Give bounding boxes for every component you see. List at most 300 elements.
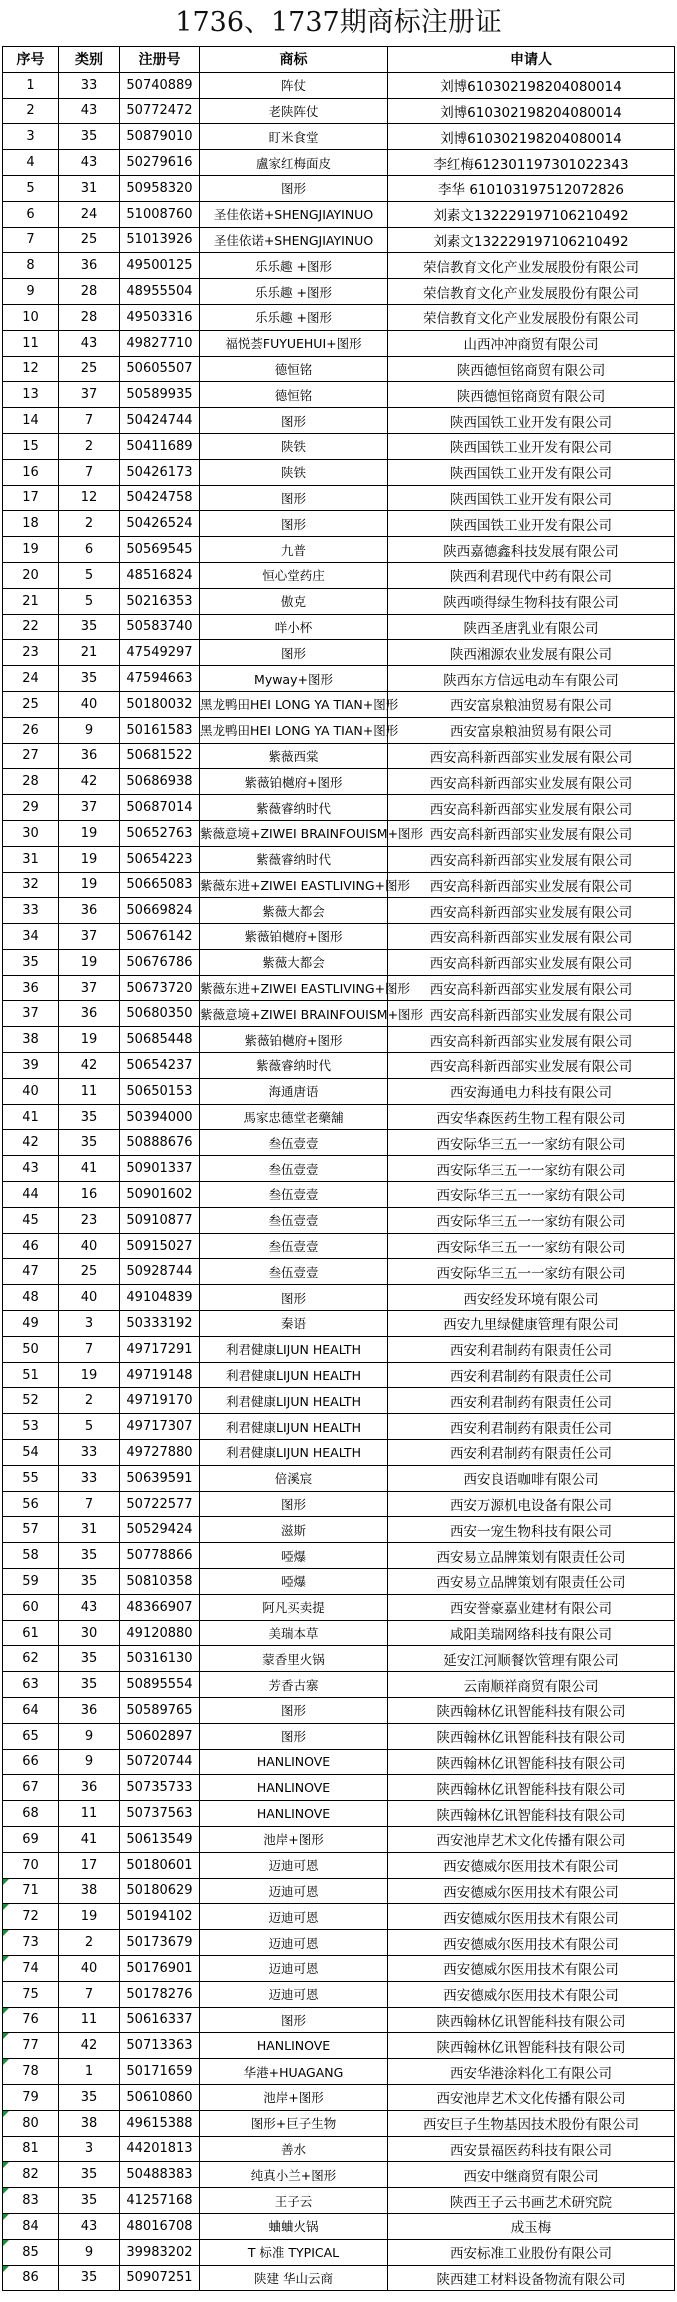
table-row — [3, 1414, 675, 1440]
cell-class: 35 — [59, 2162, 120, 2188]
cell-mark: 陕铁 — [200, 459, 388, 485]
cell-class: 43 — [59, 150, 120, 176]
cell-class: 1 — [59, 2059, 120, 2085]
cell-class: 19 — [59, 1027, 120, 1053]
cell-seq: 59 — [3, 1569, 59, 1595]
cell-reg-no: 50654237 — [120, 1053, 200, 1079]
cell-seq: 41 — [3, 1104, 59, 1130]
cell-applicant: 西安誉豪嘉业建材有限公司 — [388, 1594, 675, 1620]
cell-reg-no: 50394000 — [120, 1104, 200, 1130]
cell-reg-no: 49719170 — [120, 1388, 200, 1414]
cell-reg-no: 50171659 — [120, 2059, 200, 2085]
cell-seq: 63 — [3, 1672, 59, 1698]
cell-class: 35 — [59, 1543, 120, 1569]
cell-applicant: 西安高科新西部实业发展有限公司 — [388, 846, 675, 872]
cell-applicant: 陕西国铁工业开发有限公司 — [388, 433, 675, 459]
cell-reg-no: 50610860 — [120, 2084, 200, 2110]
table-row — [3, 1027, 675, 1053]
table-row — [3, 666, 675, 692]
header-mark: 商标 — [200, 47, 388, 73]
cell-class: 17 — [59, 1852, 120, 1878]
table-row — [3, 846, 675, 872]
cell-applicant: 西安池岸艺术文化传播有限公司 — [388, 2084, 675, 2110]
table-row — [3, 1672, 675, 1698]
cell-class: 7 — [59, 1336, 120, 1362]
cell-applicant: 陕西翰林亿讯智能科技有限公司 — [388, 1801, 675, 1827]
cell-class: 19 — [59, 949, 120, 975]
cell-applicant: 荣信教育文化产业发展股份有限公司 — [388, 279, 675, 305]
cell-mark: 图形 — [200, 1491, 388, 1517]
cell-applicant: 西安经发环境有限公司 — [388, 1285, 675, 1311]
cell-reg-no: 50411689 — [120, 433, 200, 459]
table-row — [3, 717, 675, 743]
cell-seq: 27 — [3, 743, 59, 769]
cell-seq: 11 — [3, 330, 59, 356]
table-row — [3, 1904, 675, 1930]
cell-seq: 14 — [3, 408, 59, 434]
cell-reg-no: 50895554 — [120, 1672, 200, 1698]
cell-applicant: 西安高科新西部实业发展有限公司 — [388, 1027, 675, 1053]
cell-seq: 26 — [3, 717, 59, 743]
cell-class: 37 — [59, 795, 120, 821]
cell-class: 31 — [59, 1517, 120, 1543]
cell-applicant: 刘博610302198204080014 — [388, 72, 675, 98]
cell-applicant: 咸阳美瑞网络科技有限公司 — [388, 1620, 675, 1646]
cell-mark: 图形 — [200, 2007, 388, 2033]
cell-class: 33 — [59, 1440, 120, 1466]
cell-seq: 10 — [3, 304, 59, 330]
cell-mark: 紫薇睿纳时代 — [200, 1053, 388, 1079]
cell-reg-no: 50605507 — [120, 356, 200, 382]
cell-mark: 紫薇大都会 — [200, 949, 388, 975]
cell-mark: HANLINOVE — [200, 2033, 388, 2059]
cell-class: 7 — [59, 1491, 120, 1517]
table-row — [3, 2136, 675, 2162]
cell-applicant: 陕西国铁工业开发有限公司 — [388, 511, 675, 537]
cell-applicant: 陕西嘉德鑫科技发展有限公司 — [388, 537, 675, 563]
cell-mark: 陕建 华山云商 — [200, 2265, 388, 2291]
cell-mark: 乐乐趣 +图形 — [200, 279, 388, 305]
cell-seq: 51 — [3, 1362, 59, 1388]
cell-class: 3 — [59, 2136, 120, 2162]
header-applicant: 申请人 — [388, 47, 675, 73]
cell-class: 7 — [59, 459, 120, 485]
cell-seq: 18 — [3, 511, 59, 537]
cell-applicant: 西安九里绿健康管理有限公司 — [388, 1311, 675, 1337]
table-row — [3, 1259, 675, 1285]
table-row — [3, 1001, 675, 1027]
cell-reg-no: 50810358 — [120, 1569, 200, 1595]
cell-seq: 30 — [3, 820, 59, 846]
cell-class: 36 — [59, 1698, 120, 1724]
cell-class: 35 — [59, 124, 120, 150]
cell-class: 36 — [59, 1775, 120, 1801]
cell-reg-no: 50529424 — [120, 1517, 200, 1543]
table-row — [3, 1698, 675, 1724]
cell-seq: 67 — [3, 1775, 59, 1801]
cell-mark: 陕铁 — [200, 433, 388, 459]
cell-mark: 迈迪可恩 — [200, 1955, 388, 1981]
cell-seq: 19 — [3, 537, 59, 563]
cell-mark: 图形 — [200, 511, 388, 537]
cell-reg-no: 50676142 — [120, 924, 200, 950]
cell-class: 36 — [59, 898, 120, 924]
table-row — [3, 2265, 675, 2291]
cell-applicant: 陕西翰林亿讯智能科技有限公司 — [388, 2007, 675, 2033]
cell-mark: 图形 — [200, 1285, 388, 1311]
cell-reg-no: 50685448 — [120, 1027, 200, 1053]
cell-mark: 叁伍壹壹 — [200, 1182, 388, 1208]
cell-reg-no: 50676786 — [120, 949, 200, 975]
cell-seq: 72 — [3, 1904, 59, 1930]
cell-class: 9 — [59, 1749, 120, 1775]
table-row — [3, 1930, 675, 1956]
cell-reg-no: 50669824 — [120, 898, 200, 924]
table-row — [3, 279, 675, 305]
cell-class: 19 — [59, 1362, 120, 1388]
page-title: 1736、1737期商标注册证 — [175, 7, 502, 38]
cell-applicant: 西安际华三五一一家纺有限公司 — [388, 1259, 675, 1285]
cell-mark: T 标准 TYPICAL — [200, 2239, 388, 2265]
cell-applicant: 西安标准工业股份有限公司 — [388, 2239, 675, 2265]
table-row — [3, 769, 675, 795]
cell-reg-no: 50161583 — [120, 717, 200, 743]
table-row — [3, 1053, 675, 1079]
cell-class: 19 — [59, 820, 120, 846]
cell-applicant: 陕西翰林亿讯智能科技有限公司 — [388, 1775, 675, 1801]
cell-class: 2 — [59, 1388, 120, 1414]
cell-seq: 47 — [3, 1259, 59, 1285]
table-row — [3, 459, 675, 485]
cell-mark: 迈迪可恩 — [200, 1878, 388, 1904]
cell-applicant: 荣信教育文化产业发展股份有限公司 — [388, 253, 675, 279]
cell-class: 5 — [59, 588, 120, 614]
cell-reg-no: 50686938 — [120, 769, 200, 795]
cell-mark: 利君健康LIJUN HEALTH — [200, 1388, 388, 1414]
cell-reg-no: 50720744 — [120, 1749, 200, 1775]
cell-mark: 紫薇睿纳时代 — [200, 846, 388, 872]
cell-mark: 紫薇西棠 — [200, 743, 388, 769]
cell-class: 19 — [59, 872, 120, 898]
cell-class: 19 — [59, 1904, 120, 1930]
cell-seq: 53 — [3, 1414, 59, 1440]
cell-applicant: 陕西国铁工业开发有限公司 — [388, 485, 675, 511]
cell-mark: 圣佳依诺+SHENGJIAYINUO — [200, 201, 388, 227]
cell-applicant: 陕西东方信远电动车有限公司 — [388, 666, 675, 692]
cell-reg-no: 50602897 — [120, 1723, 200, 1749]
cell-class: 40 — [59, 1285, 120, 1311]
cell-mark: 德恒铭 — [200, 382, 388, 408]
cell-seq: 57 — [3, 1517, 59, 1543]
cell-reg-no: 49719148 — [120, 1362, 200, 1388]
table-row — [3, 304, 675, 330]
cell-class: 11 — [59, 2007, 120, 2033]
cell-applicant: 西安德威尔医用技术有限公司 — [388, 1930, 675, 1956]
cell-reg-no: 50915027 — [120, 1233, 200, 1259]
cell-class: 43 — [59, 1594, 120, 1620]
cell-mark: 利君健康LIJUN HEALTH — [200, 1362, 388, 1388]
cell-class: 9 — [59, 2239, 120, 2265]
cell-mark: 图形 — [200, 640, 388, 666]
cell-seq: 69 — [3, 1826, 59, 1852]
cell-mark: 紫薇东进+ZIWEI EASTLIVING+图形 — [200, 872, 388, 898]
table-row — [3, 1465, 675, 1491]
cell-reg-no: 50616337 — [120, 2007, 200, 2033]
cell-reg-no: 50778866 — [120, 1543, 200, 1569]
cell-reg-no: 47594663 — [120, 666, 200, 692]
cell-applicant: 西安富泉粮油贸易有限公司 — [388, 691, 675, 717]
cell-reg-no: 50589765 — [120, 1698, 200, 1724]
cell-applicant: 陕西国铁工业开发有限公司 — [388, 408, 675, 434]
cell-applicant: 陕西翰林亿讯智能科技有限公司 — [388, 1723, 675, 1749]
cell-seq: 32 — [3, 872, 59, 898]
cell-seq: 61 — [3, 1620, 59, 1646]
cell-class: 40 — [59, 1233, 120, 1259]
cell-reg-no: 50178276 — [120, 1981, 200, 2007]
cell-reg-no: 50665083 — [120, 872, 200, 898]
cell-applicant: 西安际华三五一一家纺有限公司 — [388, 1233, 675, 1259]
table-row — [3, 175, 675, 201]
cell-seq: 9 — [3, 279, 59, 305]
cell-class: 35 — [59, 1672, 120, 1698]
cell-mark: 福悦荟FUYUEHUI+图形 — [200, 330, 388, 356]
table-row — [3, 1156, 675, 1182]
cell-seq: 56 — [3, 1491, 59, 1517]
table-row — [3, 1285, 675, 1311]
cell-mark: 啞爆 — [200, 1543, 388, 1569]
cell-applicant: 荣信教育文化产业发展股份有限公司 — [388, 304, 675, 330]
cell-applicant: 西安富泉粮油贸易有限公司 — [388, 717, 675, 743]
cell-applicant: 西安利君制药有限责任公司 — [388, 1388, 675, 1414]
cell-mark: 图形 — [200, 1698, 388, 1724]
cell-mark: 池岸+图形 — [200, 2084, 388, 2110]
cell-applicant: 西安万源机电设备有限公司 — [388, 1491, 675, 1517]
cell-seq: 38 — [3, 1027, 59, 1053]
cell-reg-no: 50216353 — [120, 588, 200, 614]
cell-applicant: 西安一宠生物科技有限公司 — [388, 1517, 675, 1543]
cell-class: 38 — [59, 2110, 120, 2136]
cell-seq: 66 — [3, 1749, 59, 1775]
cell-class: 5 — [59, 1414, 120, 1440]
cell-reg-no: 50681522 — [120, 743, 200, 769]
cell-seq: 15 — [3, 433, 59, 459]
table-row — [3, 1491, 675, 1517]
cell-applicant: 西安高科新西部实业发展有限公司 — [388, 1001, 675, 1027]
cell-reg-no: 49120880 — [120, 1620, 200, 1646]
cell-reg-no: 48516824 — [120, 562, 200, 588]
cell-mark: 紫薇意境+ZIWEI BRAINFOUISM+图形 — [200, 820, 388, 846]
cell-applicant: 西安海通电力科技有限公司 — [388, 1078, 675, 1104]
cell-reg-no: 50583740 — [120, 614, 200, 640]
cell-mark: 紫薇铂樾府+图形 — [200, 924, 388, 950]
cell-applicant: 西安际华三五一一家纺有限公司 — [388, 1207, 675, 1233]
table-row — [3, 2162, 675, 2188]
cell-seq: 1 — [3, 72, 59, 98]
cell-class: 25 — [59, 1259, 120, 1285]
cell-seq: 71 — [3, 1878, 59, 1904]
cell-mark: 蒙香里火锅 — [200, 1646, 388, 1672]
cell-mark: 滋斯 — [200, 1517, 388, 1543]
cell-mark: 德恒铭 — [200, 356, 388, 382]
cell-mark: 傲克 — [200, 588, 388, 614]
header-seq: 序号 — [3, 47, 59, 73]
cell-applicant: 西安易立品牌策划有限责任公司 — [388, 1569, 675, 1595]
cell-reg-no: 49827710 — [120, 330, 200, 356]
cell-class: 36 — [59, 1001, 120, 1027]
cell-applicant: 陕西利君现代中药有限公司 — [388, 562, 675, 588]
cell-class: 2 — [59, 1930, 120, 1956]
cell-reg-no: 50180629 — [120, 1878, 200, 1904]
cell-seq: 35 — [3, 949, 59, 975]
cell-mark: 图形 — [200, 485, 388, 511]
cell-applicant: 西安德威尔医用技术有限公司 — [388, 1878, 675, 1904]
cell-mark: 叁伍壹壹 — [200, 1207, 388, 1233]
cell-reg-no: 50901337 — [120, 1156, 200, 1182]
cell-reg-no: 50888676 — [120, 1130, 200, 1156]
cell-mark: 纯真小兰+图形 — [200, 2162, 388, 2188]
table-row — [3, 2188, 675, 2214]
table-row — [3, 2007, 675, 2033]
cell-class: 7 — [59, 408, 120, 434]
cell-mark: 迈迪可恩 — [200, 1981, 388, 2007]
cell-class: 11 — [59, 1801, 120, 1827]
table-row — [3, 795, 675, 821]
cell-mark: HANLINOVE — [200, 1749, 388, 1775]
cell-mark: 紫薇东进+ZIWEI EASTLIVING+图形 — [200, 975, 388, 1001]
cell-mark: 海通唐语 — [200, 1078, 388, 1104]
cell-reg-no: 48955504 — [120, 279, 200, 305]
table-row — [3, 975, 675, 1001]
table-row — [3, 1440, 675, 1466]
cell-applicant: 西安际华三五一一家纺有限公司 — [388, 1182, 675, 1208]
cell-class: 6 — [59, 537, 120, 563]
cell-class: 36 — [59, 743, 120, 769]
cell-class: 37 — [59, 382, 120, 408]
table-row — [3, 537, 675, 563]
table-body — [3, 72, 675, 2291]
cell-seq: 43 — [3, 1156, 59, 1182]
cell-reg-no: 50652763 — [120, 820, 200, 846]
cell-seq: 17 — [3, 485, 59, 511]
cell-seq: 13 — [3, 382, 59, 408]
cell-mark: 咩小杯 — [200, 614, 388, 640]
cell-applicant: 李红梅612301197301022343 — [388, 150, 675, 176]
cell-reg-no: 50180032 — [120, 691, 200, 717]
cell-reg-no: 50488383 — [120, 2162, 200, 2188]
cell-seq: 16 — [3, 459, 59, 485]
cell-seq: 54 — [3, 1440, 59, 1466]
cell-mark: 老陕阵仗 — [200, 98, 388, 124]
table-row — [3, 614, 675, 640]
header-row — [3, 47, 675, 73]
cell-reg-no: 50907251 — [120, 2265, 200, 2291]
cell-seq: 82 — [3, 2162, 59, 2188]
cell-class: 25 — [59, 227, 120, 253]
cell-reg-no: 50650153 — [120, 1078, 200, 1104]
table-row — [3, 1569, 675, 1595]
cell-class: 21 — [59, 640, 120, 666]
cell-seq: 64 — [3, 1698, 59, 1724]
cell-seq: 42 — [3, 1130, 59, 1156]
cell-seq: 36 — [3, 975, 59, 1001]
cell-mark: 王子云 — [200, 2188, 388, 2214]
table-row — [3, 1594, 675, 1620]
cell-class: 43 — [59, 98, 120, 124]
cell-class: 35 — [59, 2188, 120, 2214]
cell-class: 35 — [59, 1130, 120, 1156]
cell-seq: 5 — [3, 175, 59, 201]
cell-reg-no: 50879010 — [120, 124, 200, 150]
cell-reg-no: 49727880 — [120, 1440, 200, 1466]
cell-reg-no: 49500125 — [120, 253, 200, 279]
table-row — [3, 72, 675, 98]
cell-applicant: 西安利君制药有限责任公司 — [388, 1336, 675, 1362]
cell-class: 35 — [59, 1569, 120, 1595]
cell-mark: HANLINOVE — [200, 1775, 388, 1801]
table-row — [3, 1852, 675, 1878]
cell-class: 38 — [59, 1878, 120, 1904]
table-row — [3, 1517, 675, 1543]
cell-mark: Myway+图形 — [200, 666, 388, 692]
cell-reg-no: 50613549 — [120, 1826, 200, 1852]
cell-reg-no: 50173679 — [120, 1930, 200, 1956]
cell-seq: 83 — [3, 2188, 59, 2214]
table-row — [3, 1130, 675, 1156]
table-row — [3, 1362, 675, 1388]
cell-mark: 迈迪可恩 — [200, 1904, 388, 1930]
cell-applicant: 西安高科新西部实业发展有限公司 — [388, 795, 675, 821]
table-row — [3, 227, 675, 253]
cell-applicant: 西安高科新西部实业发展有限公司 — [388, 949, 675, 975]
cell-mark: 利君健康LIJUN HEALTH — [200, 1440, 388, 1466]
cell-applicant: 西安利君制药有限责任公司 — [388, 1440, 675, 1466]
cell-applicant: 西安高科新西部实业发展有限公司 — [388, 898, 675, 924]
cell-reg-no: 50673720 — [120, 975, 200, 1001]
cell-seq: 34 — [3, 924, 59, 950]
cell-seq: 33 — [3, 898, 59, 924]
table-row — [3, 640, 675, 666]
table-row — [3, 1826, 675, 1852]
table-row — [3, 1078, 675, 1104]
cell-applicant: 西安易立品牌策划有限责任公司 — [388, 1543, 675, 1569]
cell-seq: 21 — [3, 588, 59, 614]
table-row — [3, 1801, 675, 1827]
cell-mark: 迈迪可恩 — [200, 1852, 388, 1878]
cell-seq: 86 — [3, 2265, 59, 2291]
cell-class: 9 — [59, 1723, 120, 1749]
cell-applicant: 延安江河顺餐饮管理有限公司 — [388, 1646, 675, 1672]
cell-applicant: 陕西建工材料设备物流有限公司 — [388, 2265, 675, 2291]
cell-applicant: 西安高科新西部实业发展有限公司 — [388, 820, 675, 846]
cell-reg-no: 50722577 — [120, 1491, 200, 1517]
cell-seq: 48 — [3, 1285, 59, 1311]
cell-mark: 图形 — [200, 408, 388, 434]
cell-mark: 池岸+图形 — [200, 1826, 388, 1852]
cell-class: 9 — [59, 717, 120, 743]
cell-reg-no: 49503316 — [120, 304, 200, 330]
table-row — [3, 1311, 675, 1337]
cell-class: 5 — [59, 562, 120, 588]
cell-mark: 图形 — [200, 175, 388, 201]
cell-seq: 81 — [3, 2136, 59, 2162]
cell-reg-no: 50180601 — [120, 1852, 200, 1878]
cell-reg-no: 48016708 — [120, 2213, 200, 2239]
cell-applicant: 西安利君制药有限责任公司 — [388, 1414, 675, 1440]
cell-class: 41 — [59, 1826, 120, 1852]
cell-class: 12 — [59, 485, 120, 511]
table-row — [3, 511, 675, 537]
cell-class: 35 — [59, 1646, 120, 1672]
